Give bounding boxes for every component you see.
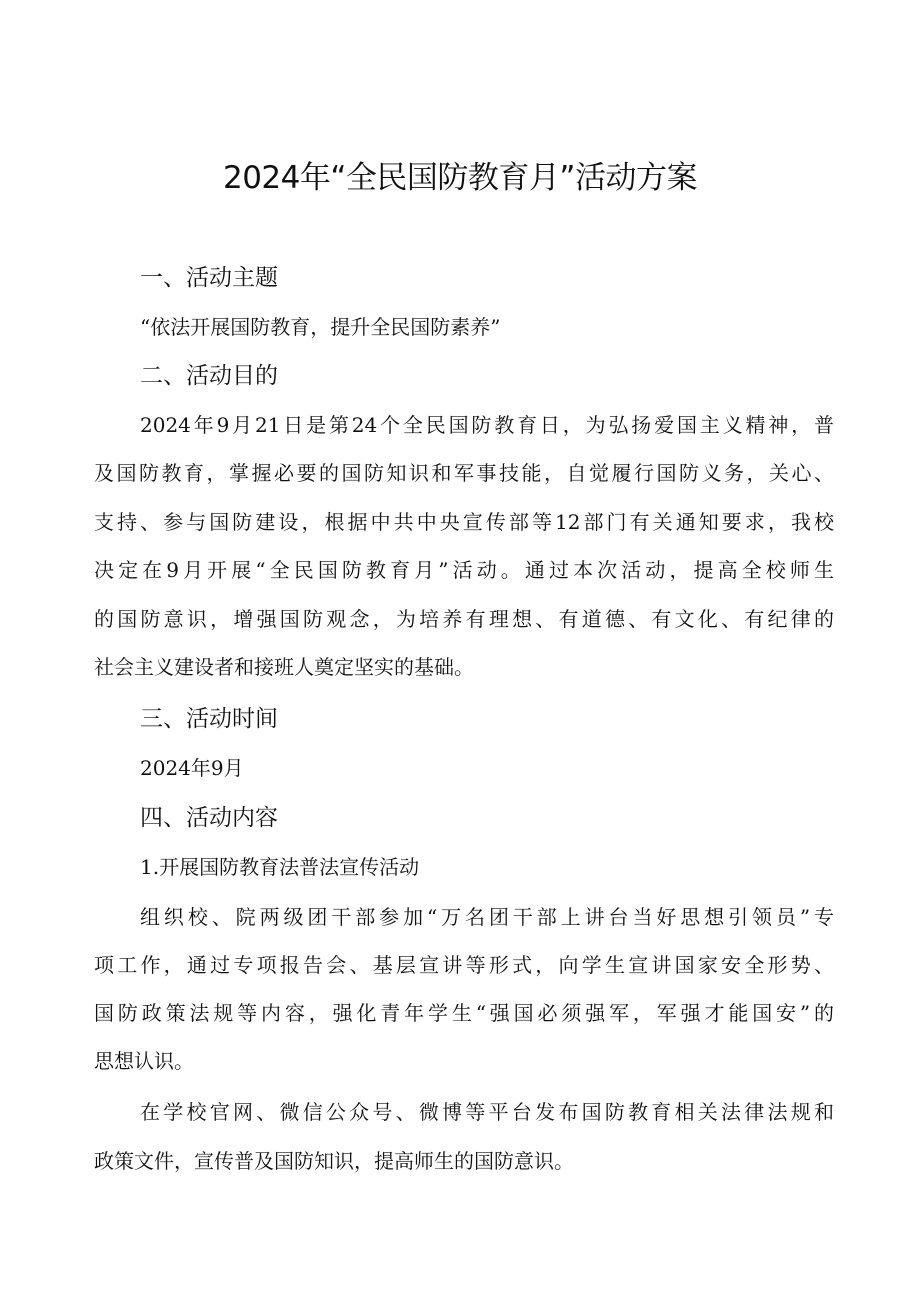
content-paragraph-line: 思想认识。 (94, 1049, 194, 1073)
section-heading-purpose: 二、活动目的 (140, 363, 278, 389)
content-paragraph-line: 国防政策法规等内容，强化青年学生“强国必须强军，军强才能国安”的 (94, 1001, 834, 1025)
content-paragraph-line: 政策文件，宣传普及国防知识，提高师生的国防意识。 (94, 1149, 574, 1173)
subheading-law-publicity: 1.开展国防教育法普法宣传活动 (140, 855, 420, 879)
content-paragraph-line: 项工作，通过专项报告会、基层宣讲等形式，向学生宣讲国家安全形势、 (94, 953, 834, 977)
purpose-line: 决定在9月开展“全民国防教育月”活动。通过本次活动，提高全校师生 (94, 558, 834, 582)
content-paragraph-line: 在学校官网、微信公众号、微博等平台发布国防教育相关法律法规和 (140, 1100, 834, 1124)
theme-slogan: “依法开展国防教育，提升全民国防素养” (140, 315, 501, 339)
content-paragraph-line: 组织校、院两级团干部参加“万名团干部上讲台当好思想引领员”专 (140, 905, 834, 929)
document-title: 2024年“全民国防教育月”活动方案 (222, 160, 697, 196)
section-heading-time: 三、活动时间 (140, 706, 278, 732)
section-heading-content: 四、活动内容 (140, 805, 278, 831)
purpose-line: 社会主义建设者和接班人奠定坚实的基础。 (94, 655, 474, 679)
section-heading-theme: 一、活动主题 (140, 265, 278, 291)
purpose-line: 支持、参与国防建设，根据中共中央宣传部等12部门有关通知要求，我校 (94, 510, 834, 534)
purpose-line: 及国防教育，掌握必要的国防知识和军事技能，自觉履行国防义务，关心、 (94, 461, 834, 485)
activity-date: 2024年9月 (140, 756, 244, 780)
purpose-line: 的国防意识，增强国防观念，为培养有理想、有道德、有文化、有纪律的 (94, 607, 834, 631)
purpose-line: 2024年9月21日是第24个全民国防教育日，为弘扬爱国主义精神，普 (140, 413, 834, 437)
